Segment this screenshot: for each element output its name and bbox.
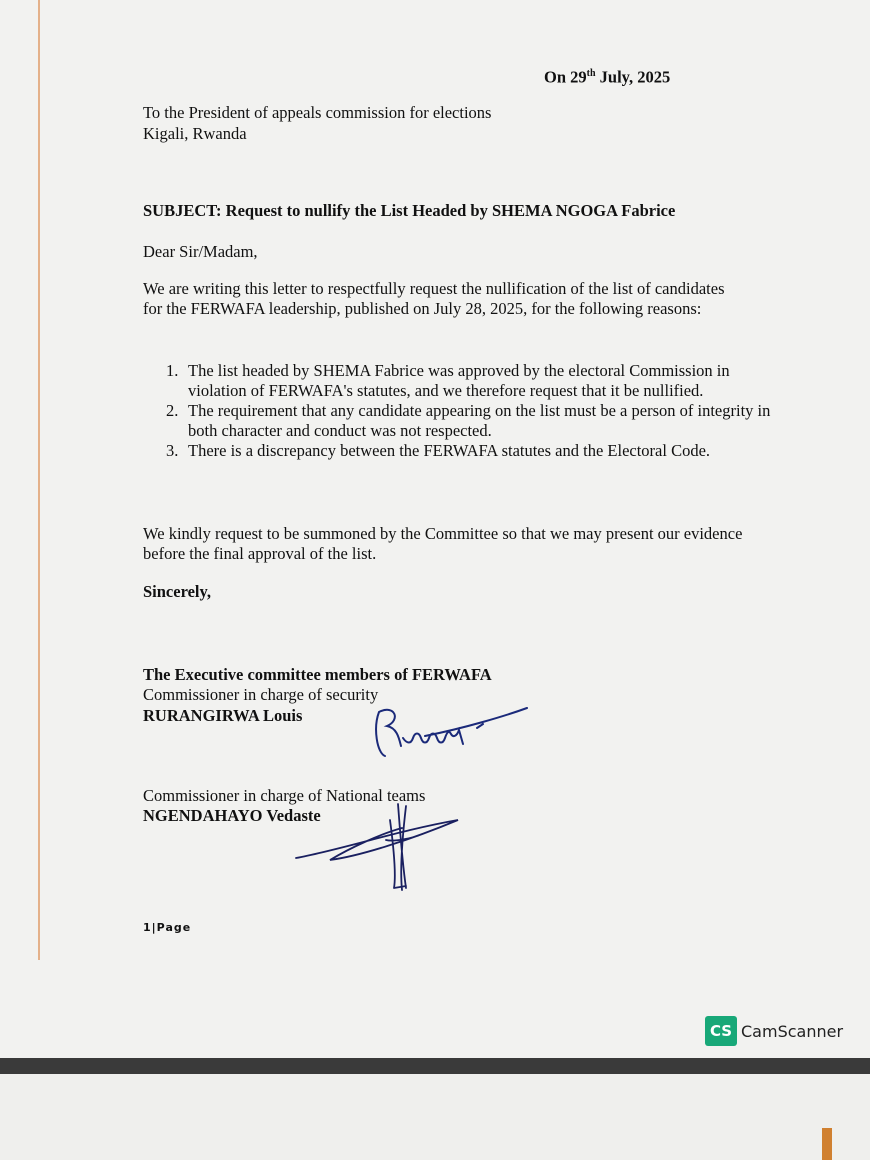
camscanner-badge bbox=[705, 1016, 843, 1046]
camscanner-label: CamScanner bbox=[741, 1021, 844, 1041]
list-item: 3. There is a discrepancy between the FERWAFA statutes and the Electoral Code. bbox=[166, 441, 711, 460]
signatory-2-role: Commissioner in charge of National teams bbox=[143, 786, 426, 805]
letter-date: On 29th July, 2025 bbox=[544, 67, 671, 87]
signatory-1-name: RURANGIRWA Louis bbox=[143, 706, 303, 725]
signatory-1-role: Commissioner in charge of security bbox=[143, 685, 379, 704]
recipient-line-2: Kigali, Rwanda bbox=[143, 124, 247, 143]
closing: Sincerely, bbox=[143, 582, 211, 601]
reasons-list bbox=[168, 361, 788, 461]
camscanner-logo: CS bbox=[705, 1016, 737, 1046]
greeting: Dear Sir/Madam, bbox=[143, 242, 258, 261]
list-item: 2. The requirement that any candidate appearing on the list must be a person of integrity in both character and conduct was not respected. bbox=[166, 401, 771, 440]
signature-1-icon bbox=[365, 698, 535, 768]
page-number: 1|Page bbox=[143, 921, 192, 934]
next-page-preview bbox=[0, 1074, 870, 1160]
committee-title: The Executive committee members of FERWAFA bbox=[143, 665, 492, 684]
request-paragraph: We kindly request to be summoned by the Committee so that we may present our evidence before the final approval of the list. bbox=[143, 524, 743, 563]
subject-line: SUBJECT: Request to nullify the List Headed by SHEMA NGOGA Fabrice bbox=[143, 201, 676, 220]
next-page-margin bbox=[822, 1128, 832, 1160]
signature-2-icon bbox=[290, 800, 470, 895]
intro-paragraph: We are writing this letter to respectfully request the nullification of the list of candidates for the FERWAFA leadership, published on July 28, 2025, for the following reasons: bbox=[143, 279, 725, 318]
list-item: 1. The list headed by SHEMA Fabrice was approved by the electoral Commission in violation of FERWAFA's statutes, and we therefore request that it be nullified. bbox=[166, 361, 730, 400]
recipient-line-1: To the President of appeals commission for elections bbox=[143, 103, 492, 122]
margin-line bbox=[38, 0, 40, 960]
signatory-2-name: NGENDAHAYO Vedaste bbox=[143, 806, 321, 825]
